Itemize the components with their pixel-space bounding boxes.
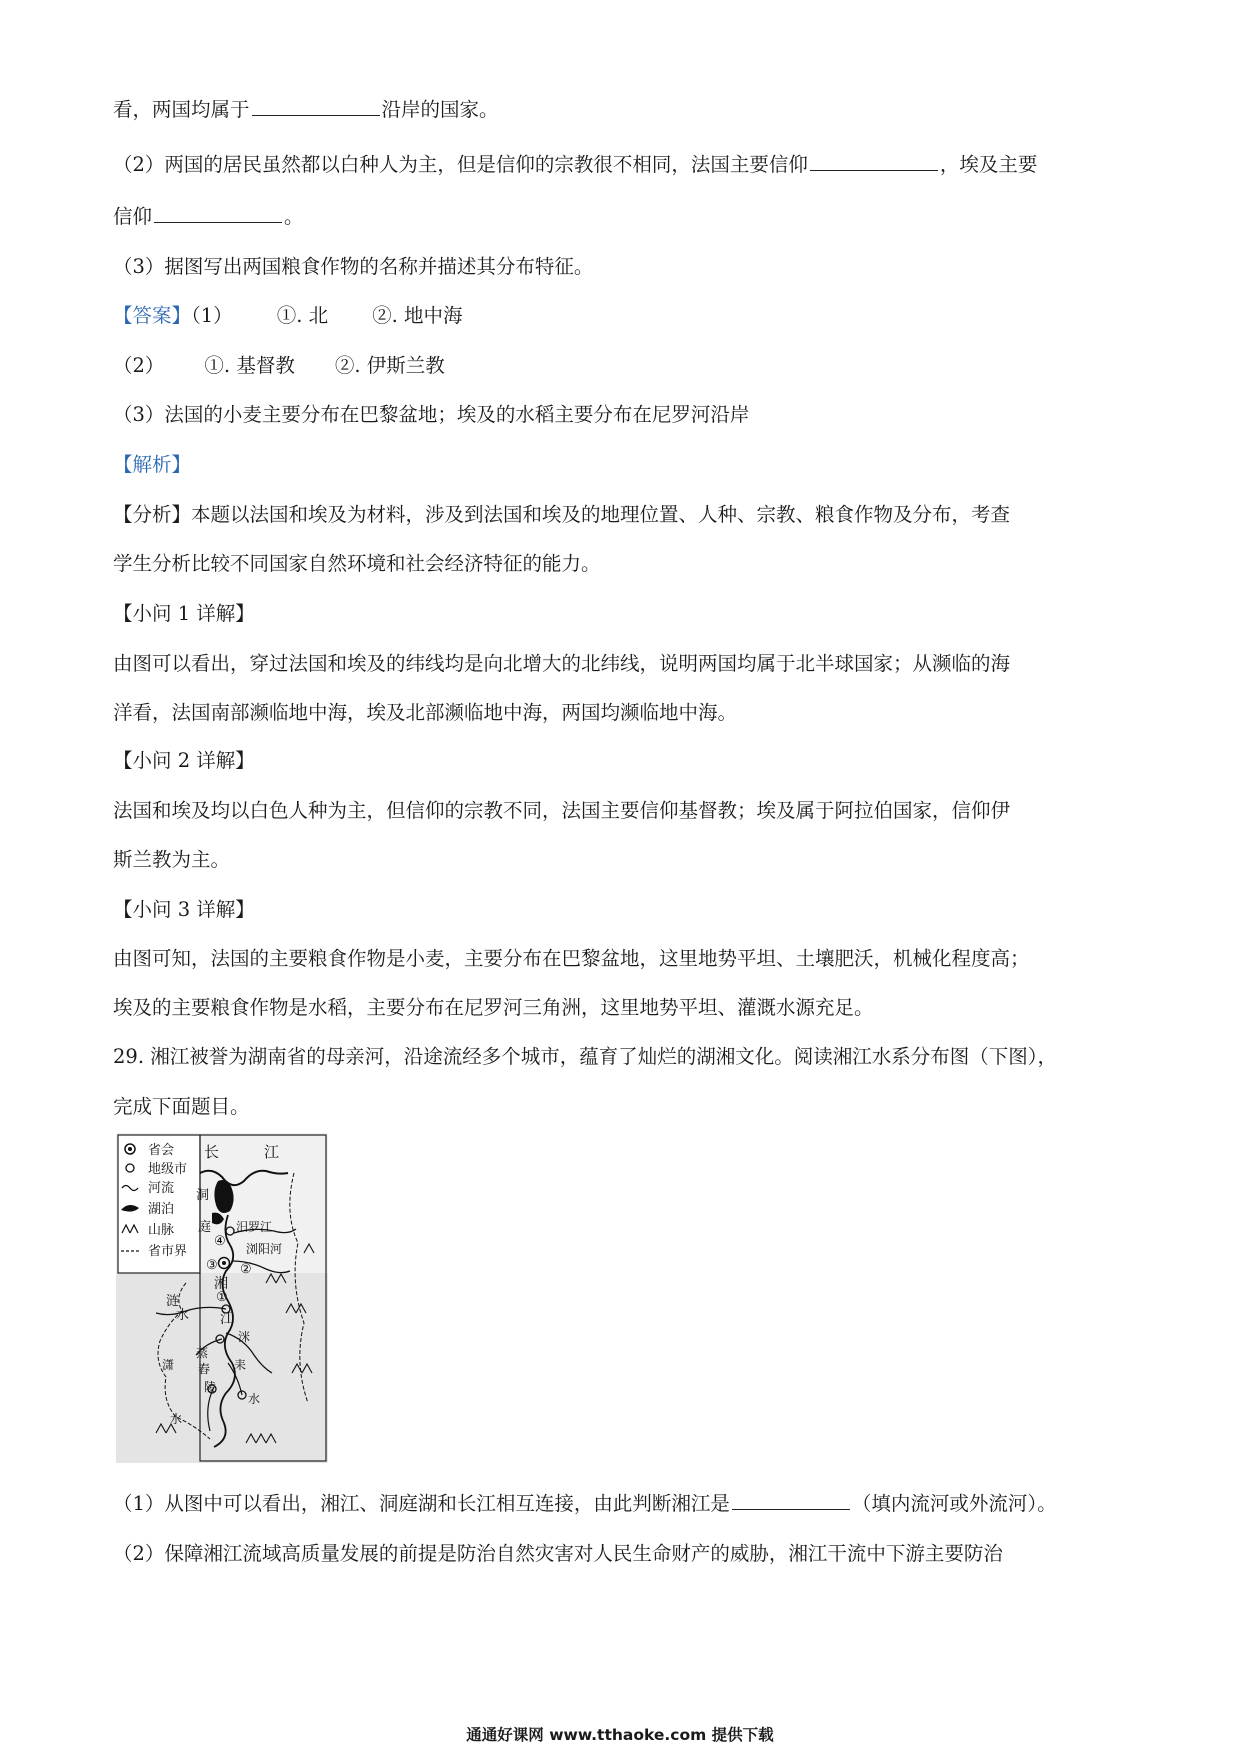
legend-label-lake: 湖泊 xyxy=(148,1202,175,1217)
answer-line-1: 【答案】（1） ①. 北 ②. 地中海 xyxy=(113,304,463,327)
svg-text:③: ③ xyxy=(206,1258,218,1273)
q29-part-2: （2）保障湘江流域高质量发展的前提是防治自然灾害对人民生命财产的威胁，湘江干流中下游主要防治 xyxy=(113,1542,1003,1565)
svg-text:陵: 陵 xyxy=(204,1380,217,1394)
svg-text:洣: 洣 xyxy=(238,1330,251,1344)
svg-text:①: ① xyxy=(216,1290,228,1305)
svg-text:汨罗江: 汨罗江 xyxy=(236,1220,273,1234)
q28-line-1: 看，两国均属于 沿岸的国家。 xyxy=(113,98,499,121)
svg-text:浏阳河: 浏阳河 xyxy=(246,1242,283,1256)
answer-blank xyxy=(154,203,282,223)
legend-label-capital: 省会 xyxy=(148,1143,175,1158)
subq3-line-1: 由图可知，法国的主要粮食作物是小麦，主要分布在巴黎盆地，这里地势平坦、土壤肥沃，机械化程度高； xyxy=(113,947,1030,970)
fenxi-line-1: 【分析】本题以法国和埃及为材料，涉及到法国和埃及的地理位置、人种、宗教、粮食作物及分布，考查 xyxy=(113,503,1011,526)
svg-text:庭: 庭 xyxy=(198,1220,212,1235)
svg-text:④: ④ xyxy=(214,1234,226,1249)
svg-text:湘: 湘 xyxy=(214,1276,228,1292)
subq1-line-1: 由图可以看出，穿过法国和埃及的纬线均是向北增大的北纬线，说明两国均属于北半球国家；从濒临的海 xyxy=(113,652,1011,675)
subq3-title: 【小问 3 详解】 xyxy=(113,898,255,921)
q28-part-3: （3）据图写出两国粮食作物的名称并描述其分布特征。 xyxy=(113,255,594,278)
legend-label-river: 河流 xyxy=(148,1181,175,1196)
svg-text:江: 江 xyxy=(220,1311,234,1327)
svg-text:水: 水 xyxy=(176,1308,190,1323)
subq1-title: 【小问 1 详解】 xyxy=(113,602,255,625)
q29-stem-line-1: 29. 湘江被誉为湖南省的母亲河，沿途流经多个城市，蕴育了灿烂的湖湘文化。阅读湘江水系分布图（下图）， xyxy=(113,1045,1057,1068)
svg-text:涟: 涟 xyxy=(166,1294,180,1309)
subq3-line-2: 埃及的主要粮食作物是水稻，主要分布在尼罗河三角洲，这里地势平坦、灌溉水源充足。 xyxy=(113,996,874,1019)
q28-part-2: （2）两国的居民虽然都以白种人为主，但是信仰的宗教很不相同，法国主要信仰 ，埃及主要 xyxy=(113,153,1038,176)
svg-text:水: 水 xyxy=(170,1412,183,1426)
subq2-line-1: 法国和埃及均以白色人种为主，但信仰的宗教不同，法国主要信仰基督教；埃及属于阿拉伯国家，信仰伊 xyxy=(113,799,1011,822)
q28-part-2-cont: 信仰 。 xyxy=(113,205,304,228)
answer-blank xyxy=(810,151,938,171)
svg-text:洞: 洞 xyxy=(196,1188,210,1203)
legend-label-city: 地级市 xyxy=(148,1162,188,1177)
svg-text:蒸: 蒸 xyxy=(196,1346,209,1360)
answer-tag: 【答案】 xyxy=(113,304,192,327)
svg-text:耒: 耒 xyxy=(234,1358,247,1372)
svg-text:水: 水 xyxy=(248,1392,261,1406)
subq2-title: 【小问 2 详解】 xyxy=(113,749,255,772)
svg-text:江: 江 xyxy=(264,1143,280,1161)
page-footer: 通通好课网 www.tthaoke.com 提供下载 xyxy=(466,1726,774,1744)
answer-line-2: （2） ①. 基督教 ②. 伊斯兰教 xyxy=(113,354,445,377)
xiangjiang-map xyxy=(116,1133,328,1463)
answer-blank xyxy=(732,1490,850,1510)
svg-text:长: 长 xyxy=(204,1143,220,1161)
svg-text:舂: 舂 xyxy=(198,1362,211,1376)
answer-line-3: （3）法国的小麦主要分布在巴黎盆地；埃及的水稻主要分布在尼罗河沿岸 xyxy=(113,403,750,426)
subq2-line-2: 斯兰教为主。 xyxy=(113,848,231,871)
legend-label-mountain: 山脉 xyxy=(148,1223,175,1238)
svg-text:潇: 潇 xyxy=(162,1358,175,1372)
analysis-tag: 【解析】 xyxy=(113,453,192,476)
q29-stem-line-2: 完成下面题目。 xyxy=(113,1095,250,1118)
svg-text:②: ② xyxy=(240,1262,252,1277)
subq1-line-2: 洋看，法国南部濒临地中海，埃及北部濒临地中海，两国均濒临地中海。 xyxy=(113,701,738,724)
answer-blank xyxy=(252,96,380,116)
q29-part-1: （1）从图中可以看出，湘江、洞庭湖和长江相互连接，由此判断湘江是 （填内流河或外流河）。 xyxy=(113,1492,1057,1515)
fenxi-line-2: 学生分析比较不同国家自然环境和社会经济特征的能力。 xyxy=(113,552,601,575)
legend-label-boundary: 省市界 xyxy=(148,1244,188,1259)
